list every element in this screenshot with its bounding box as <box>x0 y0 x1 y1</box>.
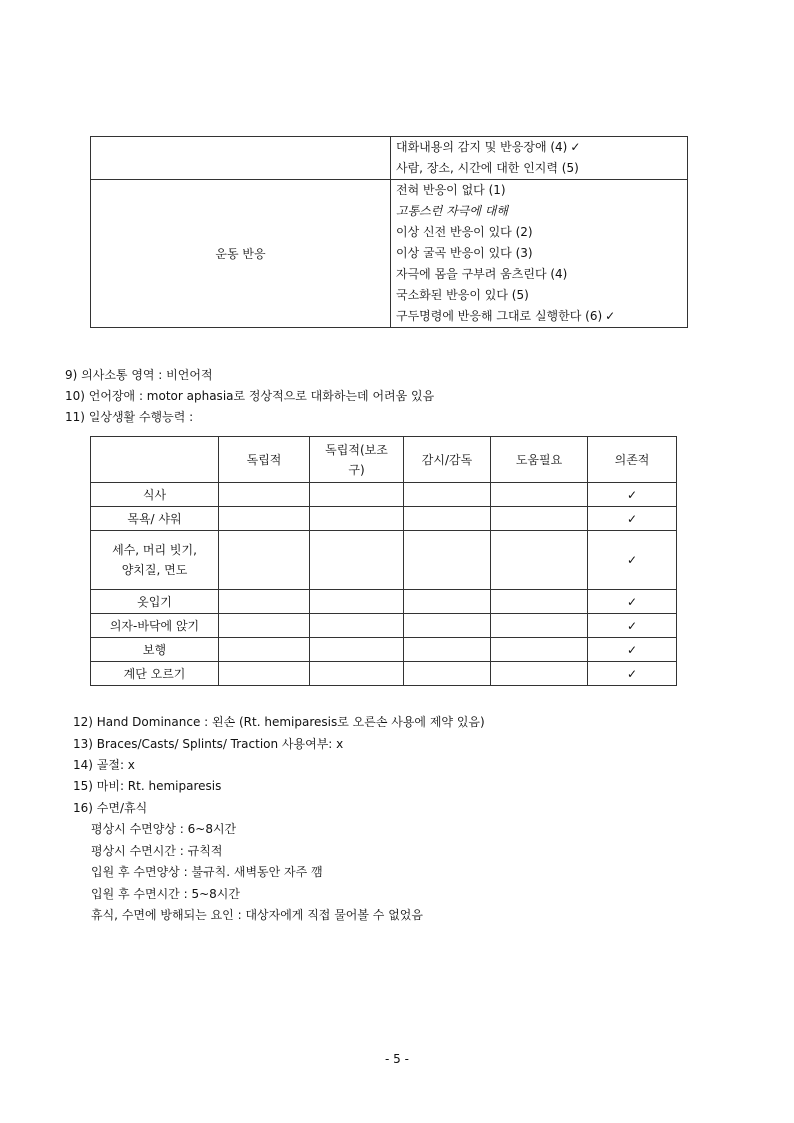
sleep-pattern-admission: 입원 후 수면양상 : 불규칙. 새벽동안 자주 깸 <box>91 865 323 879</box>
adl-activity: 세수, 머리 빗기, 양치질, 면도 <box>91 531 219 590</box>
adl-check-cell <box>404 483 491 507</box>
adl-header-row <box>91 437 677 483</box>
adl-check-cell <box>310 614 404 638</box>
adl-check-cell <box>404 590 491 614</box>
gcs-verbal-label-cell <box>91 137 391 180</box>
item-12-hand-dominance: 12) Hand Dominance : 왼손 (Rt. hemiparesis로 오른손 사용에 제약 있음) <box>73 715 485 729</box>
sleep-disturbing-factors: 휴식, 수면에 방해되는 요인 : 대상자에게 직접 물어볼 수 없었음 <box>91 908 423 922</box>
gcs-verbal-option: 사람, 장소, 시간에 대한 인지력 (5) <box>396 161 579 175</box>
adl-check-cell <box>588 531 677 590</box>
adl-check-cell <box>588 614 677 638</box>
check-mark-icon: ✓ <box>626 594 638 609</box>
adl-row <box>91 614 677 638</box>
adl-activity: 보행 <box>91 638 219 662</box>
adl-check-cell <box>219 662 310 686</box>
adl-activity: 식사 <box>91 483 219 507</box>
adl-check-cell <box>219 531 310 590</box>
item-9-communication: 9) 의사소통 영역 : 비언어적 <box>65 368 213 382</box>
item-10-language-disorder: 10) 언어장애 : motor aphasia로 정상적으로 대화하는데 어려움 있음 <box>65 389 435 403</box>
sleep-pattern-usual: 평상시 수면양상 : 6~8시간 <box>91 822 237 836</box>
adl-check-cell <box>404 638 491 662</box>
adl-check-cell <box>404 662 491 686</box>
adl-check-cell <box>491 638 588 662</box>
gcs-motor-option: 이상 굴곡 반응이 있다 (3) <box>396 246 533 260</box>
check-mark-icon: ✓ <box>626 642 638 657</box>
adl-activity: 목욕/ 샤워 <box>91 507 219 531</box>
adl-check-cell <box>491 531 588 590</box>
adl-check-cell <box>588 662 677 686</box>
item-15-paralysis: 15) 마비: Rt. hemiparesis <box>73 779 222 793</box>
adl-check-cell <box>491 614 588 638</box>
adl-check-cell <box>588 483 677 507</box>
gcs-motor-option: 전혀 반응이 없다 (1) <box>396 183 506 197</box>
gcs-motor-option: 이상 신전 반응이 있다 (2) <box>396 225 533 239</box>
adl-check-cell <box>310 531 404 590</box>
adl-check-cell <box>219 590 310 614</box>
adl-row <box>91 590 677 614</box>
check-mark-icon: ✓ <box>626 618 638 633</box>
gcs-motor-option: 국소화된 반응이 있다 (5) <box>396 288 529 302</box>
check-mark-icon: ✓ <box>626 553 638 567</box>
gcs-table <box>90 136 688 328</box>
adl-activity: 옷입기 <box>91 590 219 614</box>
gcs-verbal-options <box>391 137 688 180</box>
adl-check-cell <box>310 590 404 614</box>
gcs-motor-row <box>91 180 688 328</box>
adl-check-cell <box>310 638 404 662</box>
check-mark-icon: ✓ <box>605 309 616 323</box>
check-mark-icon: ✓ <box>626 487 638 502</box>
adl-check-cell <box>588 638 677 662</box>
adl-check-cell <box>219 507 310 531</box>
gcs-motor-options <box>391 180 688 328</box>
gcs-motor-option: 구두명령에 반응해 그대로 실행한다 (6) ✓ <box>396 309 616 323</box>
adl-check-cell <box>491 590 588 614</box>
sleep-time-usual: 평상시 수면시간 : 규칙적 <box>91 844 223 858</box>
adl-header-dependent: 의존적 <box>588 437 677 483</box>
adl-row <box>91 662 677 686</box>
adl-check-cell <box>310 662 404 686</box>
adl-row <box>91 483 677 507</box>
gcs-verbal-option: 대화내용의 감지 및 반응장애 (4) ✓ <box>396 140 581 154</box>
adl-row <box>91 638 677 662</box>
adl-check-cell <box>310 507 404 531</box>
adl-row <box>91 507 677 531</box>
item-14-fracture: 14) 골절: x <box>73 758 135 772</box>
adl-check-cell <box>219 638 310 662</box>
adl-header-activity <box>91 437 219 483</box>
adl-header-independent: 독립적 <box>219 437 310 483</box>
check-mark-icon: ✓ <box>626 666 638 681</box>
adl-check-cell <box>588 590 677 614</box>
adl-check-cell <box>219 614 310 638</box>
adl-header-supervision: 감시/감독 <box>404 437 491 483</box>
item-13-braces: 13) Braces/Casts/ Splints/ Traction 사용여부: x <box>73 737 344 751</box>
adl-check-cell <box>588 507 677 531</box>
adl-check-cell <box>491 483 588 507</box>
gcs-verbal-row <box>91 137 688 180</box>
check-mark-icon: ✓ <box>570 140 581 154</box>
sleep-time-admission: 입원 후 수면시간 : 5~8시간 <box>91 887 240 901</box>
adl-header-needs-help: 도움필요 <box>491 437 588 483</box>
adl-check-cell <box>491 507 588 531</box>
adl-check-cell <box>491 662 588 686</box>
gcs-motor-option: 고통스런 자극에 대해 <box>396 204 508 218</box>
adl-row <box>91 531 677 590</box>
item-11-adl-heading: 11) 일상생활 수행능력 : <box>65 410 194 424</box>
adl-check-cell <box>404 507 491 531</box>
page-number: - 5 - <box>385 1052 409 1066</box>
gcs-motor-option: 자극에 몸을 구부려 움츠린다 (4) <box>396 267 568 281</box>
adl-table <box>90 436 677 686</box>
check-mark-icon: ✓ <box>626 511 638 526</box>
adl-activity: 의자-바닥에 앉기 <box>91 614 219 638</box>
adl-check-cell <box>404 531 491 590</box>
adl-check-cell <box>404 614 491 638</box>
adl-check-cell <box>219 483 310 507</box>
gcs-motor-label: 운동 반응 <box>91 180 391 328</box>
adl-check-cell <box>310 483 404 507</box>
item-16-sleep-rest: 16) 수면/휴식 <box>73 801 148 815</box>
adl-header-independent-aid: 독립적(보조 구) <box>310 437 404 483</box>
adl-activity: 계단 오르기 <box>91 662 219 686</box>
